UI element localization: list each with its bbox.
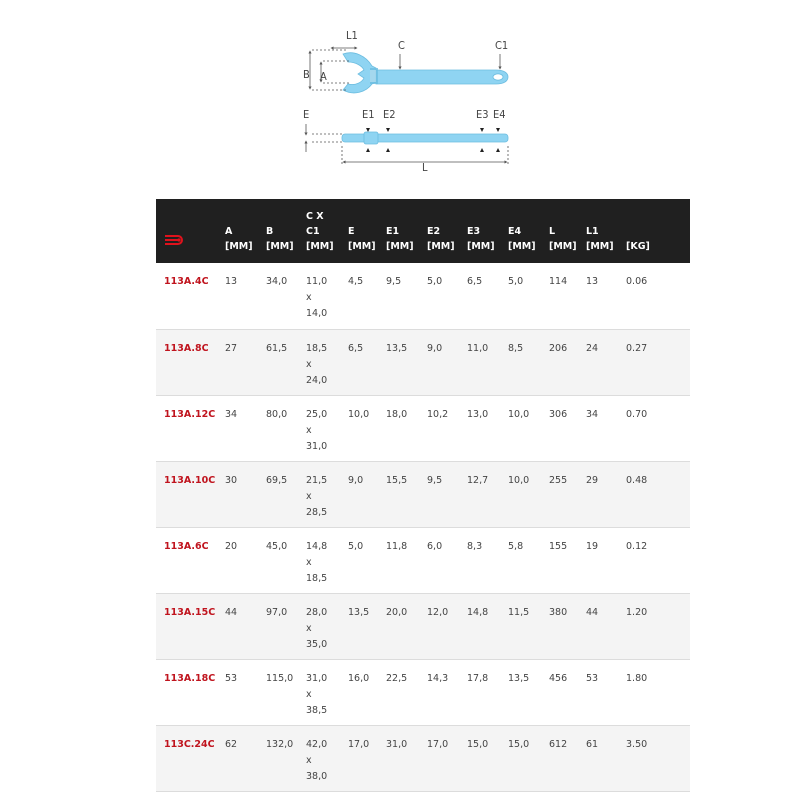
- cell-l1: 19: [586, 540, 599, 552]
- cell-c-x-c1: [299, 395, 341, 461]
- label-c: C: [398, 39, 405, 52]
- cell-e: 13,5: [348, 606, 370, 618]
- hook-logo-icon: [164, 234, 186, 246]
- cell-b: 61,5: [266, 342, 288, 354]
- cell-a: 53: [225, 672, 238, 684]
- cell-b: 69,5: [266, 474, 288, 486]
- column-header-cx: [299, 199, 341, 263]
- cell-ref: 113A.8C: [164, 342, 209, 354]
- cell-e4: 13,5: [508, 672, 530, 684]
- column-header-label: E2: [427, 226, 441, 237]
- cell-l1: 61: [586, 738, 599, 750]
- cell-kg: 1.20: [626, 606, 648, 618]
- label-e: E: [303, 108, 310, 121]
- cell-kg: 3.50: [626, 738, 648, 750]
- cell-l1: 24: [586, 342, 599, 354]
- label-c1: C1: [495, 39, 509, 52]
- cell-part-c: 14,8: [306, 540, 328, 552]
- column-header-unit: [MM]: [508, 241, 536, 252]
- column-header-label: E4: [508, 226, 522, 237]
- cell-part-c1: 31,0: [306, 440, 328, 452]
- cell-c-x-c1: [299, 329, 341, 395]
- cell-kg: 0.06: [626, 276, 648, 287]
- cell-ref: 113A.4C: [164, 276, 209, 287]
- cell-ref: 113A.10C: [164, 474, 216, 486]
- cell-e4: 15,0: [508, 738, 530, 750]
- column-header-label: L1: [586, 226, 599, 237]
- cell-a: 27: [225, 342, 238, 354]
- column-header-unit: [MM]: [306, 241, 334, 252]
- cell-part-x: x: [306, 424, 312, 436]
- cell-ref: 113A.6C: [164, 540, 209, 552]
- wrench-top-view: [343, 53, 508, 93]
- label-b: B: [303, 68, 310, 81]
- spec-table: [156, 199, 690, 792]
- cell-e3: 11,0: [467, 342, 489, 354]
- cell-e: 10,0: [348, 408, 370, 420]
- cell-b: 115,0: [266, 672, 294, 684]
- cell-part-c1: 18,5: [306, 572, 328, 584]
- column-header-e2: [420, 199, 460, 263]
- table-row: [156, 725, 690, 791]
- cell-e4: 10,0: [508, 474, 530, 486]
- cell-c-x-c1: [299, 593, 341, 659]
- column-header-label: B: [266, 226, 274, 237]
- cell-l1: 34: [586, 408, 599, 420]
- table-row: [156, 461, 690, 527]
- cell-kg: 1.80: [626, 672, 648, 684]
- cell-e3: 8,3: [467, 540, 483, 552]
- cell-e1: 18,0: [386, 408, 408, 420]
- cell-e1: 9,5: [386, 276, 402, 287]
- column-header-unit: [MM]: [549, 241, 577, 252]
- cell-e4: 10,0: [508, 408, 530, 420]
- cell-part-c: 25,0: [306, 408, 328, 420]
- column-header-label: E: [348, 226, 355, 237]
- cell-l1: 53: [586, 672, 599, 684]
- column-header-unit: [KG]: [626, 241, 650, 252]
- table-row: [156, 395, 690, 461]
- cell-e4: 11,5: [508, 606, 530, 618]
- cell-a: 30: [225, 474, 238, 486]
- cell-part-c: 18,5: [306, 342, 328, 354]
- table-header-row: [156, 199, 690, 263]
- cell-a: 13: [225, 276, 238, 287]
- cell-kg: 0.70: [626, 408, 648, 420]
- cell-b: 132,0: [266, 738, 294, 750]
- cell-e: 6,5: [348, 342, 364, 354]
- cell-e4: 5,0: [508, 276, 524, 287]
- column-header-label: E3: [467, 226, 481, 237]
- cell-b: 45,0: [266, 540, 288, 552]
- cell-a: 44: [225, 606, 238, 618]
- table-row: [156, 659, 690, 725]
- table-body: [156, 263, 690, 791]
- table-row: [156, 527, 690, 593]
- cell-part-c: 42,0: [306, 738, 328, 750]
- cell-part-x: x: [306, 622, 312, 634]
- cell-a: 34: [225, 408, 238, 420]
- cell-e2: 9,0: [427, 342, 443, 354]
- column-header-label: C1: [306, 226, 320, 237]
- column-header-unit: [MM]: [586, 241, 614, 252]
- cell-c-x-c1: [299, 659, 341, 725]
- label-l: L: [422, 161, 428, 174]
- column-header-e3: [460, 199, 501, 263]
- cell-l: 456: [549, 672, 568, 684]
- cell-part-c1: 35,0: [306, 638, 328, 650]
- cell-e1: 13,5: [386, 342, 408, 354]
- table-row: [156, 263, 690, 329]
- cell-ref: 113A.12C: [164, 408, 216, 420]
- cell-e: 5,0: [348, 540, 364, 552]
- cell-e1: 15,5: [386, 474, 408, 486]
- cell-a: 62: [225, 738, 238, 750]
- column-header-unit: [MM]: [225, 241, 253, 252]
- cell-e4: 5,8: [508, 540, 524, 552]
- cell-e3: 12,7: [467, 474, 489, 486]
- cell-c-x-c1: [299, 725, 341, 791]
- label-e1: E1: [362, 108, 375, 121]
- cell-e2: 5,0: [427, 276, 443, 287]
- cell-kg: 0.12: [626, 540, 648, 552]
- cell-e1: 31,0: [386, 738, 408, 750]
- label-a: A: [320, 70, 327, 83]
- cell-e1: 20,0: [386, 606, 408, 618]
- column-header-b: [259, 199, 299, 263]
- column-header-e4: [501, 199, 542, 263]
- cell-part-x: x: [306, 556, 312, 568]
- cell-kg: 0.27: [626, 342, 648, 354]
- cell-l1: 29: [586, 474, 599, 486]
- cell-b: 80,0: [266, 408, 288, 420]
- cell-part-c1: 14,0: [306, 308, 328, 319]
- cell-e1: 11,8: [386, 540, 408, 552]
- spec-table-container: [156, 199, 650, 800]
- cell-l: 206: [549, 342, 568, 354]
- cell-ref: 113A.18C: [164, 672, 216, 684]
- column-header-kg: [619, 199, 690, 263]
- cell-e2: 10,2: [427, 408, 449, 420]
- cell-e3: 14,8: [467, 606, 489, 618]
- column-header-a: [218, 199, 259, 263]
- cell-part-c1: 24,0: [306, 374, 328, 386]
- cell-e2: 17,0: [427, 738, 449, 750]
- column-header-e1: [379, 199, 420, 263]
- cell-part-x: x: [306, 358, 312, 370]
- cell-e3: 15,0: [467, 738, 489, 750]
- cell-e4: 8,5: [508, 342, 524, 354]
- column-header-l1: [579, 199, 619, 263]
- cell-e3: 17,8: [467, 672, 489, 684]
- column-header-label: E1: [386, 226, 400, 237]
- cell-l: 306: [549, 408, 568, 420]
- cell-kg: 0.48: [626, 474, 648, 486]
- cell-a: 20: [225, 540, 238, 552]
- wrench-diagram-svg: [296, 28, 516, 176]
- cell-part-x: x: [306, 292, 312, 303]
- cell-c-x-c1: [299, 461, 341, 527]
- cell-part-c1: 28,5: [306, 506, 328, 518]
- cell-part-c1: 38,5: [306, 704, 328, 716]
- table-row: [156, 593, 690, 659]
- wrench-side-view: [342, 132, 508, 144]
- cell-c-x-c1: [299, 263, 341, 329]
- cell-e2: 6,0: [427, 540, 443, 552]
- column-header-unit: [MM]: [427, 241, 455, 252]
- cell-l: 155: [549, 540, 568, 552]
- cell-l1: 44: [586, 606, 599, 618]
- cell-e1: 22,5: [386, 672, 408, 684]
- ref-column-header: [156, 199, 218, 263]
- cell-part-c1: 38,0: [306, 770, 328, 782]
- side-dimension-lines: [306, 124, 508, 164]
- cell-ref: 113C.24C: [164, 738, 215, 750]
- column-header-unit: [MM]: [386, 241, 414, 252]
- cell-l: 114: [549, 276, 568, 287]
- cell-l1: 13: [586, 276, 599, 287]
- column-header-label: A: [225, 226, 233, 237]
- cell-part-x: x: [306, 688, 312, 700]
- cell-part-c: 31,0: [306, 672, 328, 684]
- cell-e3: 6,5: [467, 276, 483, 287]
- cell-e: 16,0: [348, 672, 370, 684]
- cell-part-c: 11,0: [306, 276, 328, 287]
- cell-b: 97,0: [266, 606, 288, 618]
- cell-part-c: 21,5: [306, 474, 328, 486]
- cell-e3: 13,0: [467, 408, 489, 420]
- column-header-top-label: C X: [306, 211, 324, 222]
- table-row: [156, 329, 690, 395]
- label-l1: L1: [346, 29, 358, 42]
- wrench-dimension-diagram: [296, 28, 516, 176]
- column-header-unit: [MM]: [467, 241, 495, 252]
- cell-part-x: x: [306, 490, 312, 502]
- cell-e: 17,0: [348, 738, 370, 750]
- column-header-unit: [MM]: [266, 241, 294, 252]
- column-header-e: [341, 199, 379, 263]
- cell-ref: 113A.15C: [164, 606, 216, 618]
- label-e2: E2: [383, 108, 396, 121]
- cell-e2: 12,0: [427, 606, 449, 618]
- cell-part-x: x: [306, 754, 312, 766]
- cell-part-c: 28,0: [306, 606, 328, 618]
- cell-e2: 9,5: [427, 474, 443, 486]
- cell-c-x-c1: [299, 527, 341, 593]
- label-e3: E3: [476, 108, 489, 121]
- cell-e: 4,5: [348, 276, 364, 287]
- cell-e: 9,0: [348, 474, 364, 486]
- column-header-unit: [MM]: [348, 241, 376, 252]
- cell-l: 255: [549, 474, 568, 486]
- cell-e2: 14,3: [427, 672, 449, 684]
- cell-b: 34,0: [266, 276, 288, 287]
- column-header-l: [542, 199, 579, 263]
- cell-l: 380: [549, 606, 568, 618]
- label-e4: E4: [493, 108, 506, 121]
- column-header-label: L: [549, 226, 556, 237]
- cell-l: 612: [549, 738, 568, 750]
